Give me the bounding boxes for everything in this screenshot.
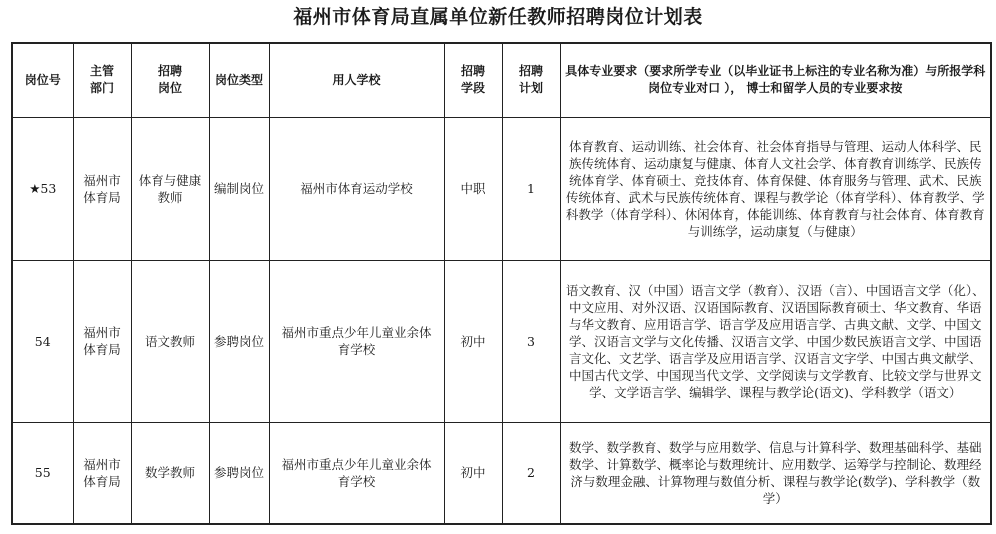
cell-stage: 中职 bbox=[444, 117, 502, 260]
cell-position: 语文教师 bbox=[131, 260, 209, 422]
header-stage: 招聘学段 bbox=[444, 43, 502, 117]
cell-post-type: 参聘岗位 bbox=[209, 422, 269, 524]
header-post-type: 岗位类型 bbox=[209, 43, 269, 117]
cell-post-type: 参聘岗位 bbox=[209, 260, 269, 422]
cell-dept: 福州市体育局 bbox=[73, 422, 131, 524]
cell-stage: 初中 bbox=[444, 260, 502, 422]
cell-post-no: 54 bbox=[12, 260, 73, 422]
table-row bbox=[12, 260, 991, 422]
header-plan: 招聘计划 bbox=[502, 43, 560, 117]
cell-requirements: 数学、数学教育、数学与应用数学、信息与计算科学、数理基础科学、基础数学、计算数学、概率论与数理统计、应用数学、运筹学与控制论、数理经济与数理金融、计算物理与数值分析、课程与教学论(数学)、学科教学（数学） bbox=[560, 422, 991, 524]
header-post-no: 岗位号 bbox=[12, 43, 73, 117]
cell-school: 福州市重点少年儿童业余体育学校 bbox=[269, 260, 444, 422]
header-dept: 主管部门 bbox=[73, 43, 131, 117]
cell-position: 数学教师 bbox=[131, 422, 209, 524]
recruitment-table bbox=[11, 42, 992, 525]
header-row bbox=[12, 43, 991, 117]
header-requirements: 具体专业要求（要求所学专业（以毕业证书上标注的专业名称为准）与所报学科岗位专业对口 ）， 博士和留学人员的专业要求按 bbox=[560, 43, 991, 117]
cell-plan: 3 bbox=[502, 260, 560, 422]
cell-requirements: 体育教育、运动训练、社会体育、社会体育指导与管理、运动人体科学、民族传统体育、运动康复与健康、体育人文社会学、体育教育训练学、民族传统体育学、体育硕士、竞技体育、体育保健、体育服务与管理、武术、民族传统体育、武术与民族传统体育、课程与教学论（体育学科）、体育教学、学科教学（体育学科）、休闲体育，体能训练、体育教育与社会体育、体育教育与训练学，运动康复（与健康） bbox=[560, 117, 991, 260]
table-row bbox=[12, 117, 991, 260]
cell-post-type: 编制岗位 bbox=[209, 117, 269, 260]
cell-plan: 1 bbox=[502, 117, 560, 260]
cell-stage: 初中 bbox=[444, 422, 502, 524]
cell-post-no: ★53 bbox=[12, 117, 73, 260]
header-position: 招聘岗位 bbox=[131, 43, 209, 117]
cell-dept: 福州市体育局 bbox=[73, 260, 131, 422]
page-title: 福州市体育局直属单位新任教师招聘岗位计划表 bbox=[293, 6, 703, 28]
cell-post-no: 55 bbox=[12, 422, 73, 524]
cell-dept: 福州市体育局 bbox=[73, 117, 131, 260]
cell-school: 福州市重点少年儿童业余体育学校 bbox=[269, 422, 444, 524]
header-school: 用人学校 bbox=[269, 43, 444, 117]
cell-plan: 2 bbox=[502, 422, 560, 524]
cell-requirements: 语文教育、汉（中国）语言文学（教育）、汉语（言）、中国语言文学（化）、中文应用、对外汉语、汉语国际教育、汉语国际教育硕士、华文教育、华语与华文教育、应用语言学、语言学及应用语言学、古典文献、文学、中国文学、汉语言文学与文化传播、汉语言文学、中国少数民族语言文学、中国语言文化、文艺学、语言学及应用语言学、汉语言文字学、中国古典文献学、中国古代文学、中国现当代文学、文学阅读与文学教育、比较文学与世界文学、文学语言学、编辑学、课程与教学论(语文)、学科教学（语文） bbox=[560, 260, 991, 422]
table-row bbox=[12, 422, 991, 524]
cell-position: 体育与健康教师 bbox=[131, 117, 209, 260]
cell-school: 福州市体育运动学校 bbox=[269, 117, 444, 260]
